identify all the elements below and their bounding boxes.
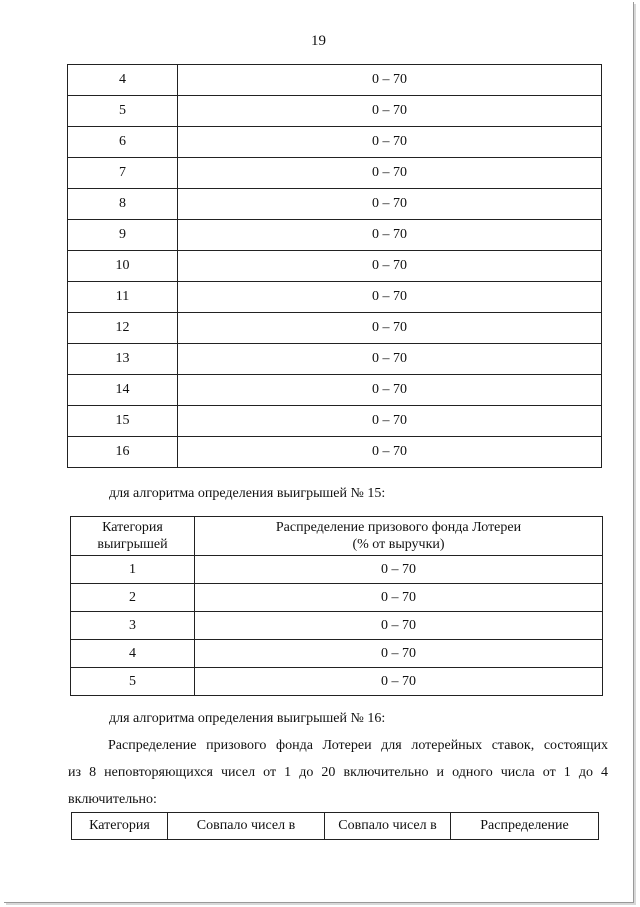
table-row <box>68 158 602 189</box>
distribution-cell: 0 – 70 <box>178 65 602 96</box>
category-cell: 7 <box>68 158 178 189</box>
category-cell: 16 <box>68 437 178 468</box>
category-cell: 2 <box>71 584 195 612</box>
distribution-cell: 0 – 70 <box>178 375 602 406</box>
distribution-cell: 0 – 70 <box>178 406 602 437</box>
category-cell: 5 <box>68 96 178 127</box>
table-row <box>68 189 602 220</box>
header-category <box>71 517 195 556</box>
table-row <box>68 437 602 468</box>
distribution-cell: 0 – 70 <box>178 96 602 127</box>
table-row <box>71 556 603 584</box>
category-cell: 12 <box>68 313 178 344</box>
prize-table-continued <box>67 64 602 468</box>
algorithm-15-heading: для алгоритма определения выигрышей № 15: <box>109 486 386 501</box>
table-row <box>68 282 602 313</box>
table-row <box>68 406 602 437</box>
distribution-cell: 0 – 70 <box>195 640 603 668</box>
prize-table-algorithm-15 <box>70 516 603 696</box>
table-row <box>71 640 603 668</box>
prize-table-algorithm-16 <box>71 812 599 840</box>
category-cell: 5 <box>71 668 195 696</box>
distribution-cell: 0 – 70 <box>178 220 602 251</box>
table-row <box>68 313 602 344</box>
category-cell: 14 <box>68 375 178 406</box>
category-cell: 13 <box>68 344 178 375</box>
distribution-cell: 0 – 70 <box>178 158 602 189</box>
header-category-line2: выигрышей <box>97 537 168 552</box>
category-cell: 3 <box>71 612 195 640</box>
table-row <box>71 584 603 612</box>
category-cell: 4 <box>68 65 178 96</box>
header-distribution: Распределение <box>451 813 599 840</box>
table-row <box>68 220 602 251</box>
category-cell: 9 <box>68 220 178 251</box>
header-distribution-line1: Распределение призового фонда Лотереи <box>275 520 522 535</box>
distribution-cell: 0 – 70 <box>178 127 602 158</box>
category-cell: 8 <box>68 189 178 220</box>
document-page <box>4 2 634 903</box>
table-row <box>68 96 602 127</box>
header-category: Категория <box>72 813 168 840</box>
algorithm-16-paragraph <box>68 732 608 813</box>
table-row <box>68 127 602 158</box>
header-matched-numbers-2: Совпало чисел в <box>325 813 451 840</box>
distribution-cell: 0 – 70 <box>195 556 603 584</box>
distribution-cell: 0 – 70 <box>178 437 602 468</box>
distribution-cell: 0 – 70 <box>178 313 602 344</box>
distribution-cell: 0 – 70 <box>195 612 603 640</box>
table-row <box>71 668 603 696</box>
table-row <box>68 65 602 96</box>
table-row <box>68 344 602 375</box>
table-row <box>68 375 602 406</box>
header-matched-numbers-1: Совпало чисел в <box>168 813 325 840</box>
distribution-cell: 0 – 70 <box>195 584 603 612</box>
table-row <box>71 612 603 640</box>
category-cell: 10 <box>68 251 178 282</box>
distribution-cell: 0 – 70 <box>178 251 602 282</box>
header-distribution <box>195 517 603 556</box>
header-distribution-line2: (% от выручки) <box>352 537 445 552</box>
distribution-cell: 0 – 70 <box>178 189 602 220</box>
distribution-cell: 0 – 70 <box>178 282 602 313</box>
category-cell: 4 <box>71 640 195 668</box>
distribution-cell: 0 – 70 <box>195 668 603 696</box>
distribution-cell: 0 – 70 <box>178 344 602 375</box>
category-cell: 11 <box>68 282 178 313</box>
paragraph-line-3: включительно: <box>68 792 157 807</box>
category-cell: 1 <box>71 556 195 584</box>
page-number: 19 <box>311 33 326 49</box>
header-category-line1: Категория <box>102 520 163 535</box>
paragraph-line-1: Распределение призового фонда Лотереи для лотерейных ставок, состоящих <box>108 738 608 753</box>
category-cell: 15 <box>68 406 178 437</box>
algorithm-16-heading: для алгоритма определения выигрышей № 16: <box>109 711 386 726</box>
paragraph-line-2: из 8 неповторяющихся чисел от 1 до 20 включительно и одного числа от 1 до 4 <box>68 765 608 780</box>
category-cell: 6 <box>68 127 178 158</box>
table-row <box>68 251 602 282</box>
